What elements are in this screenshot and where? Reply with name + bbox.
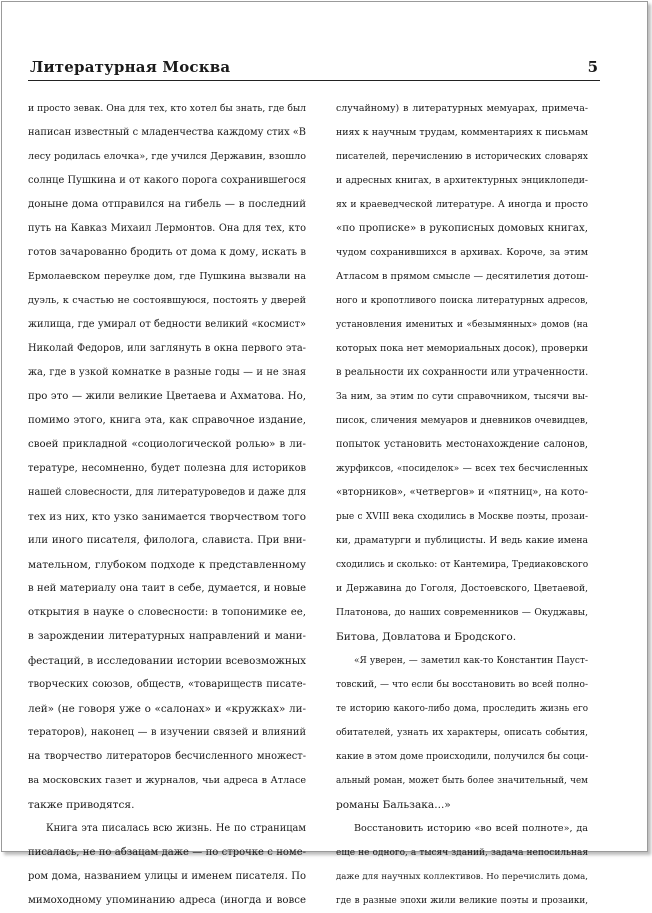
text-line: также приводятся. [28,799,135,811]
text-line: Восстановить историю «во всей полноте», да [354,823,588,834]
text-line: дуэль, к счастью не состоявшуюся, постоять у дверей [28,295,306,306]
text-line: тературе, несомненно, будет полезна для историков [28,463,306,474]
text-line: еще не одного, а тысяч зданий, задача непосильная [336,848,588,858]
text-line: Битова, Довлатова и Бродского. [336,631,517,643]
text-line: товский, — что если бы восстановить во всей полно- [336,680,588,690]
text-line: жа, где в узкой комнатке в разные годы — и не зная [28,367,306,378]
text-line: писок, сличения мемуаров и дневников очевидцев, [336,415,588,426]
text-line: установления именитых и «безымянных» домов (на [336,320,588,330]
text-line: солнце Пушкина и от какого порога сохранившегося [28,175,306,186]
text-line: ного и кропотливого поиска литературных адресов, [336,296,588,306]
text-line: обитателей, узнать их характеры, описать события, [336,728,588,738]
text-line: или иного писателя, филолога, слависта. При вни- [28,535,306,546]
text-line: даже для научных коллективов. Но перечислить дома, [336,872,588,882]
text-line: тераторов), наконец — в изучении связей и влияний [28,727,306,738]
text-line: творческих союзов, обществ, «товариществ писате- [28,679,306,690]
text-line: рые с XVIII века сходились в Москве поэты, прозаи- [336,512,588,522]
text-line: написан известный с младенчества каждому стих «В [28,127,306,138]
text-line: своей прикладной «социологической ролью» в ли- [28,439,306,450]
text-line: какие в этом доме происходили, получился бы соци- [336,752,589,762]
text-line: и Державина до Гоголя, Достоевского, Цветаевой, [336,583,588,594]
text-line: жилища, где умирал от бедности великий «космист» [28,319,306,330]
text-line: в зарождении литературных направлений и мани- [28,631,306,642]
text-line: альный роман, может быть более значительный, чем [336,776,588,786]
text-line: лесу родилась елочка», где учился Державин, взошло [28,151,306,162]
text-line: случайному) в литературных мемуарах, примеча- [336,103,588,114]
text-line: За ним, за этим по сути справочником, тысячи вы- [336,391,588,402]
text-line: про это — жили великие Цветаева и Ахматова. Но, [28,391,306,402]
text-line: и просто зевак. Она для тех, кто хотел бы знать, где был [28,103,306,114]
right-column [336,97,588,913]
text-line: где в разные эпохи жили великие поэты и прозаики, [336,896,588,906]
text-line: фестаций, в исследовании истории всевозможных [28,655,306,667]
text-line: лей» (не говоря уже о «салонах» и «кружках» ли- [28,703,306,715]
text-line: ки, драматурги и публицисты. И ведь какие имена [336,535,588,546]
text-line: чудом сохранившихся в архивах. Короче, за этим [336,247,588,258]
left-column [28,97,306,913]
text-line: путь на Кавказ Михаил Лермонтов. Она для тех, кто [28,223,306,234]
text-line: «Я уверен, — заметил как-то Константин Пауст- [354,656,588,666]
text-line: ниях к научным трудам, комментариях к письмам [336,127,588,138]
text-line: Ермолаевском переулке дом, где Пушкина вызвали на [28,271,306,282]
text-line: «вторников», «четвергов» и «пятниц», на кото- [336,487,588,498]
text-line: попыток установить местонахождение салонов, [336,439,588,450]
text-line: мательном, глубоком подходе к представленному [28,559,306,571]
text-line: писателей, перечислению в исторических словарях [336,152,588,162]
text-line: Книга эта писалась всю жизнь. Не по страницам [46,823,306,834]
text-line: готов зачарованно бродить от дома к дому, искать в [28,247,306,258]
text-line: на творчество литераторов бесчисленного множест- [28,751,306,762]
text-line: тех из них, кто узко занимается творчеством того [28,511,306,523]
text-line: ром дома, названием улицы и именем писателя. По [28,871,306,882]
text-line: открытия в науке о словесности: в топонимике ее, [28,607,306,618]
text-line: те историю какого-либо дома, проследить жизнь его [336,704,588,714]
text-line: доныне дома отправился на гибель — в последний [28,199,306,210]
text-line: ях и краеведческой литературе. А иногда и просто [336,199,588,210]
text-line: Николай Федоров, или заглянуть в окна первого эта- [28,343,306,354]
text-line: мимоходному упоминанию адреса (иногда и вовсе [28,895,306,906]
text-line: в ней материалу она таит в себе, думается, и новые [28,583,306,594]
text-line: писалась, не по абзацам даже — по строчке с номе- [28,847,306,858]
text-line: в реальности их сохранности или утраченности. [336,367,589,378]
text-line: ва московских газет и журналов, чьи адреса в Атласе [28,775,306,786]
text-line: Атласом в прямом смысле — десятилетия дотош- [336,271,589,282]
text-line: которых пока нет мемориальных досок), проверки [336,343,588,354]
text-line: журфиксов, «посиделок» — всех тех бесчисленных [336,463,588,474]
text-line: сходились и сколько: от Кантемира, Тредиаковского [336,560,589,570]
text-line: помимо этого, книга эта, как справочное издание, [28,415,306,426]
text-line: романы Бальзака...» [336,799,451,811]
running-header [28,52,600,81]
running-title: Литературная Москва [30,58,231,76]
text-line: Платонова, до наших современников — Окуджавы, [336,607,588,618]
text-line: нашей словесности, для литературоведов и даже для [28,487,307,498]
text-line: «по прописке» в рукописных домовых книгах, [336,223,588,234]
text-line: и адресных книгах, в архитектурных энциклопеди- [336,175,588,186]
page-number: 5 [587,58,598,76]
